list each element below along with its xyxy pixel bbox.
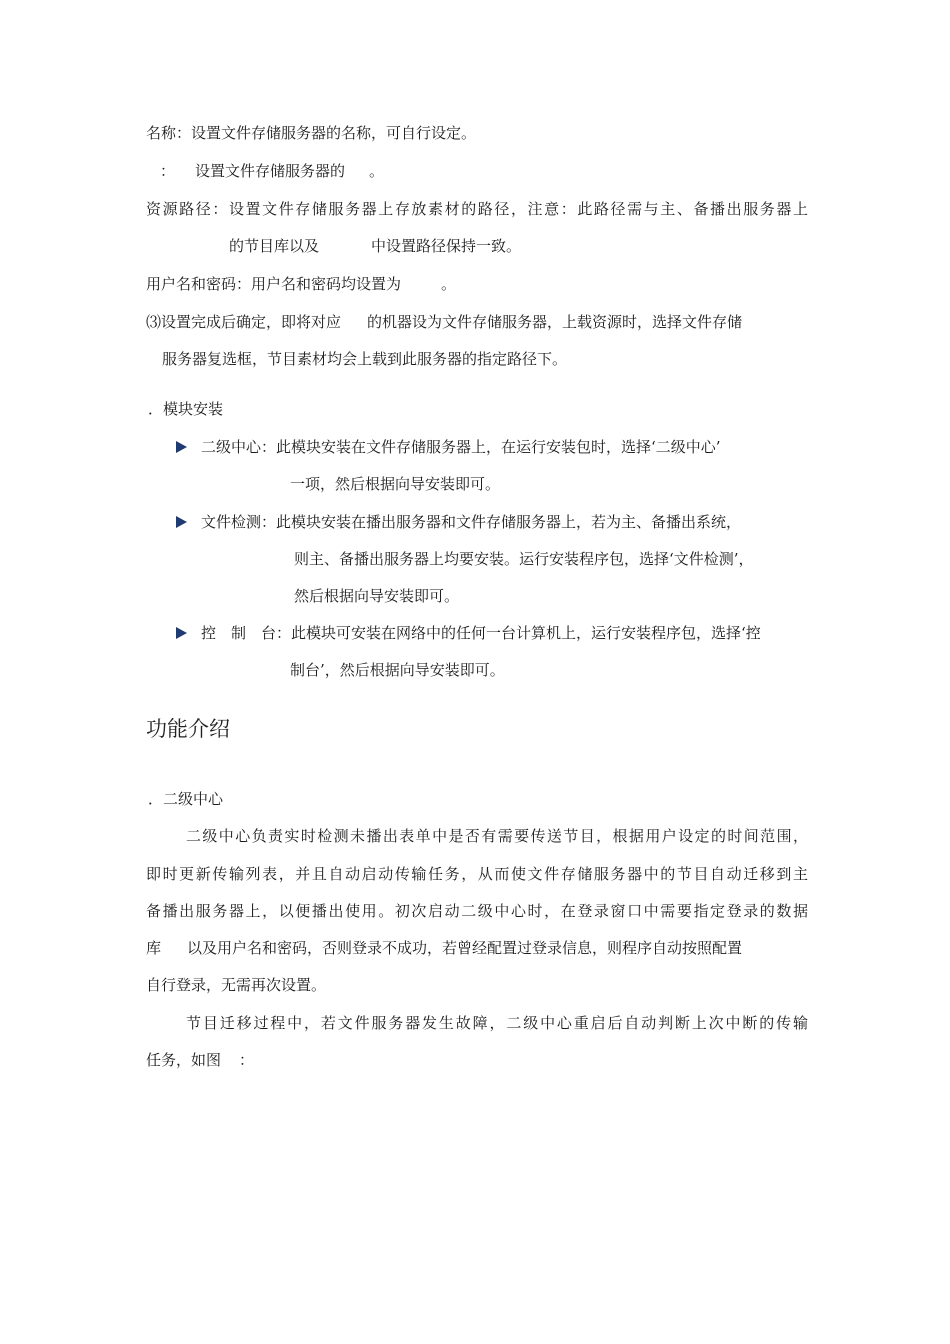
bullet-item-secondary-center-cont: 一项，然后根据向导安装即可。 — [290, 475, 501, 493]
paragraph-text-colon: ： — [239, 1051, 255, 1069]
username-password-line — [146, 273, 456, 295]
paragraph-line: 即时更新传输列表，并且自动启动传输任务，从而使文件存储服务器中的节目自动迁移到主 — [146, 865, 808, 883]
resource-path-line-1: 资源路径：设置文件存储服务器上存放素材的路径，注意：此路径需与主、备播出服务器上 — [146, 200, 808, 218]
username-password-text: 用户名和密码：用户名和密码均设置为 — [146, 275, 402, 293]
bullet-item-file-detection — [176, 511, 741, 533]
username-password-end: 。 — [441, 275, 457, 293]
step3-text-a: ⑶设置完成后确定，即将对应 — [146, 313, 342, 331]
paragraph-line: 备播出服务器上，以便播出使用。初次启动二级中心时，在登录窗口中需要指定登录的数据 — [146, 902, 808, 920]
ip-setting-line — [160, 160, 384, 182]
section-heading-features: 功能介绍 — [146, 717, 230, 741]
ip-setting-end: 。 — [369, 162, 385, 180]
paragraph-text-credentials: 以及用户名和密码，否则登录不成功，若曾经配置过登录信息，则程序自动按照配置 — [187, 939, 743, 957]
step3-line-2: 服务器复选框，节目素材均会上载到此服务器的指定路径下。 — [162, 350, 568, 368]
bullet-triangle-icon — [176, 441, 187, 453]
ip-colon: ： — [160, 162, 176, 180]
paragraph-line: 二级中心负责实时检测未播出表单中是否有需要传送节目，根据用户设定的时间范围， — [186, 827, 808, 845]
bullet-item-console — [176, 622, 761, 644]
name-setting-line: 名称：设置文件存储服务器的名称，可自行设定。 — [146, 124, 477, 142]
step3-text-b: 的机器设为文件存储服务器，上载资源时，选择文件存储 — [367, 313, 743, 331]
paragraph-text-figure-ref: 任务，如图 — [146, 1051, 222, 1069]
step3-line-1 — [146, 311, 808, 333]
resource-path-line-2 — [229, 235, 521, 257]
resource-path-text-b: 中设置路径保持一致。 — [371, 237, 522, 255]
bullet-item-file-detection-cont-2: 然后根据向导安装即可。 — [294, 587, 460, 605]
bullet-item-console-cont: 制台’，然后根据向导安装即可。 — [290, 661, 505, 679]
bullet-item-line-1: 文件检测：此模块安装在播出服务器和文件存储服务器上，若为主、备播出系统， — [201, 513, 742, 531]
paragraph-text-db: 库 — [146, 939, 162, 957]
paragraph-line: 节目迁移过程中，若文件服务器发生故障，二级中心重启后自动判断上次中断的传输 — [186, 1014, 808, 1032]
paragraph-line — [146, 937, 808, 959]
bullet-item-file-detection-cont-1: 则主、备播出服务器上均要安装。运行安装程序包，选择‘文件检测’， — [294, 550, 754, 568]
module-install-title: ．模块安装 — [148, 400, 224, 418]
ip-setting-text: 设置文件存储服务器的 — [195, 162, 346, 180]
bullet-triangle-icon — [176, 627, 187, 639]
bullet-item-secondary-center — [176, 436, 721, 458]
paragraph-line: 自行登录，无需再次设置。 — [146, 976, 327, 994]
bullet-triangle-icon — [176, 516, 187, 528]
bullet-item-line-1: 控 制 台：此模块可安装在网络中的任何一台计算机上，运行安装程序包，选择‘控 — [201, 624, 761, 642]
paragraph-line — [146, 1049, 254, 1071]
resource-path-text-a: 的节目库以及 — [229, 237, 320, 255]
subsection-secondary-center: ．二级中心 — [148, 790, 224, 808]
bullet-item-line-1: 二级中心：此模块安装在文件存储服务器上，在运行安装包时，选择‘二级中心’ — [201, 438, 721, 456]
